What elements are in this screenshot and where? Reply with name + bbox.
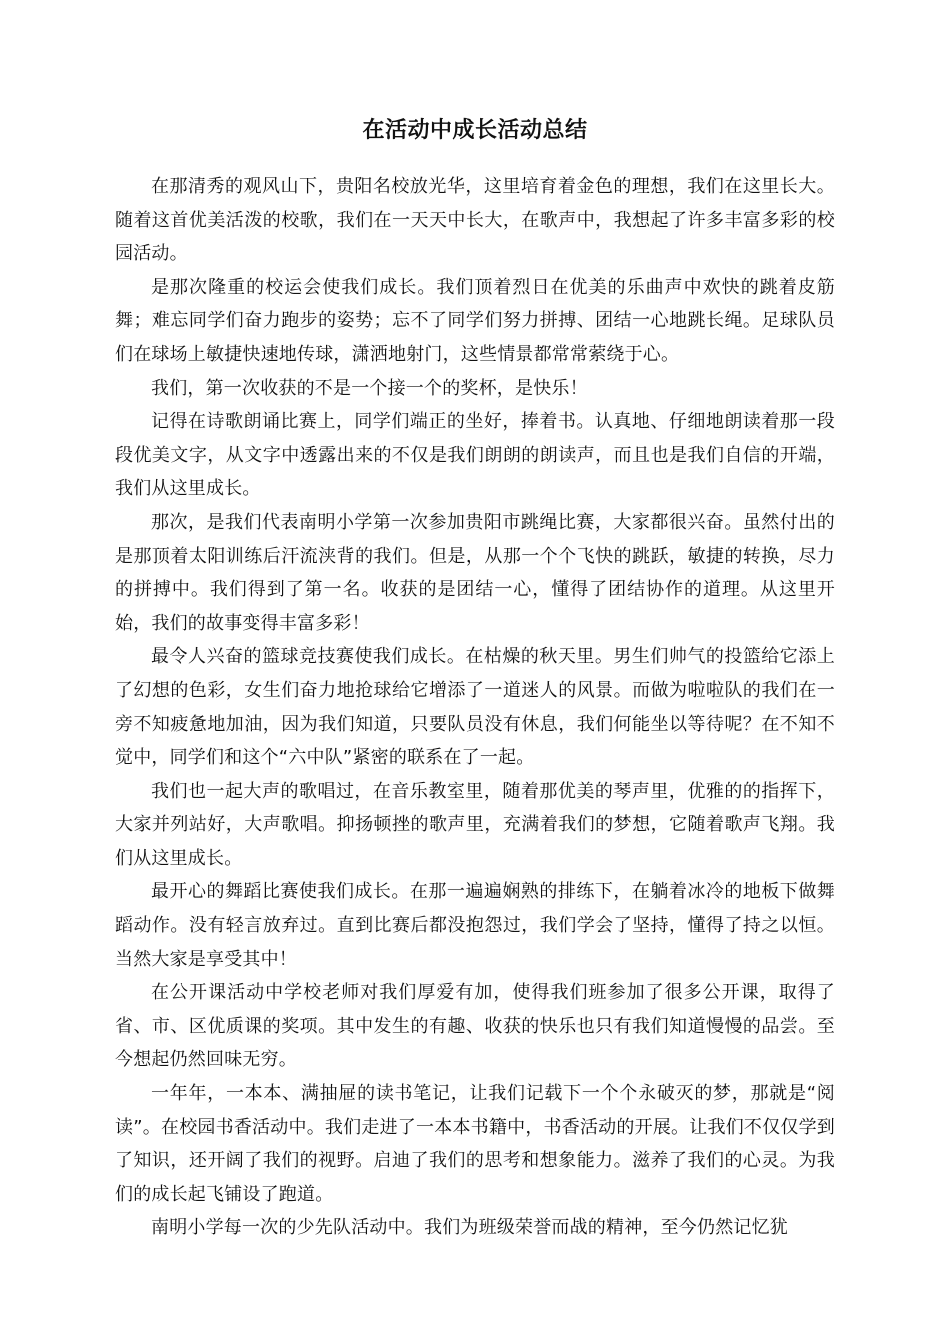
paragraph: 最开心的舞蹈比赛使我们成长。在那一遍遍娴熟的排练下，在躺着冰冷的地板下做舞蹈动作。没有轻言放弃过。直到比赛后都没抱怨过，我们学会了坚持，懂得了持之以恒。当然大家是享受其中！ (115, 881, 835, 970)
paragraph: 记得在诗歌朗诵比赛上，同学们端正的坐好，捧着书。认真地、仔细地朗读着那一段段优美文字，从文字中透露出来的不仅是我们朗朗的朗读声，而且也是我们自信的开端，我们从这里成长。 (115, 411, 835, 500)
paragraph: 是那次隆重的校运会使我们成长。我们顶着烈日在优美的乐曲声中欢快的跳着皮筋舞；难忘同学们奋力跑步的姿势；忘不了同学们努力拼搏、团结一心地跳长绳。足球队员们在球场上敏捷快速地传球，潇洒地射门，这些情景都常常萦绕于心。 (115, 276, 835, 365)
paragraph: 我们也一起大声的歌唱过，在音乐教室里，随着那优美的琴声里，优雅的的指挥下，大家并列站好，大声歌唱。抑扬顿挫的歌声里，充满着我们的梦想，它随着歌声飞翔。我们从这里成长。 (115, 780, 835, 869)
paragraph: 一年年，一本本、满抽屉的读书笔记，让我们记载下一个个永破灭的梦，那就是“阅读”。在校园书香活动中。我们走进了一本本书籍中，书香活动的开展。让我们不仅仅学到了知识，还开阔了我们的视野。启迪了我们的思考和想象能力。滋养了我们的心灵。为我们的成长起飞铺设了跑道。 (115, 1083, 835, 1205)
paragraph: 在那清秀的观风山下，贵阳名校放光华，这里培育着金色的理想，我们在这里长大。随着这首优美活泼的校歌，我们在一天天中长大，在歌声中，我想起了许多丰富多彩的校园活动。 (115, 176, 835, 265)
paragraph: 在公开课活动中学校老师对我们厚爱有加，使得我们班参加了很多公开课，取得了省、市、区优质课的奖项。其中发生的有趣、收获的快乐也只有我们知道慢慢的品尝。至今想起仍然回味无穷。 (115, 982, 835, 1071)
document-body (115, 170, 835, 1245)
paragraph: 那次，是我们代表南明小学第一次参加贵阳市跳绳比赛，大家都很兴奋。虽然付出的是那顶着太阳训练后汗流浃背的我们。但是，从那一个个飞快的跳跃，敏捷的转换，尽力的拼搏中。我们得到了第一名。收获的是团结一心，懂得了团结协作的道理。从这里开始，我们的故事变得丰富多彩！ (115, 511, 835, 634)
document-title: 在活动中成长活动总结 (362, 118, 588, 143)
paragraph: 南明小学每一次的少先队活动中。我们为班级荣誉而战的精神，至今仍然记忆犹 (151, 1217, 788, 1239)
paragraph: 最令人兴奋的篮球竞技赛使我们成长。在枯燥的秋天里。男生们帅气的投篮给它添上了幻想的色彩，女生们奋力地抢球给它增添了一道迷人的风景。而做为啦啦队的我们在一旁不知疲惫地加油，因为我们知道，只要队员没有休息，我们何能坐以等待呢？在不知不觉中，同学们和这个“六中队”紧密的联系在了一起。 (115, 646, 835, 769)
paragraph: 我们，第一次收获的不是一个接一个的奖杯，是快乐！ (151, 377, 588, 399)
